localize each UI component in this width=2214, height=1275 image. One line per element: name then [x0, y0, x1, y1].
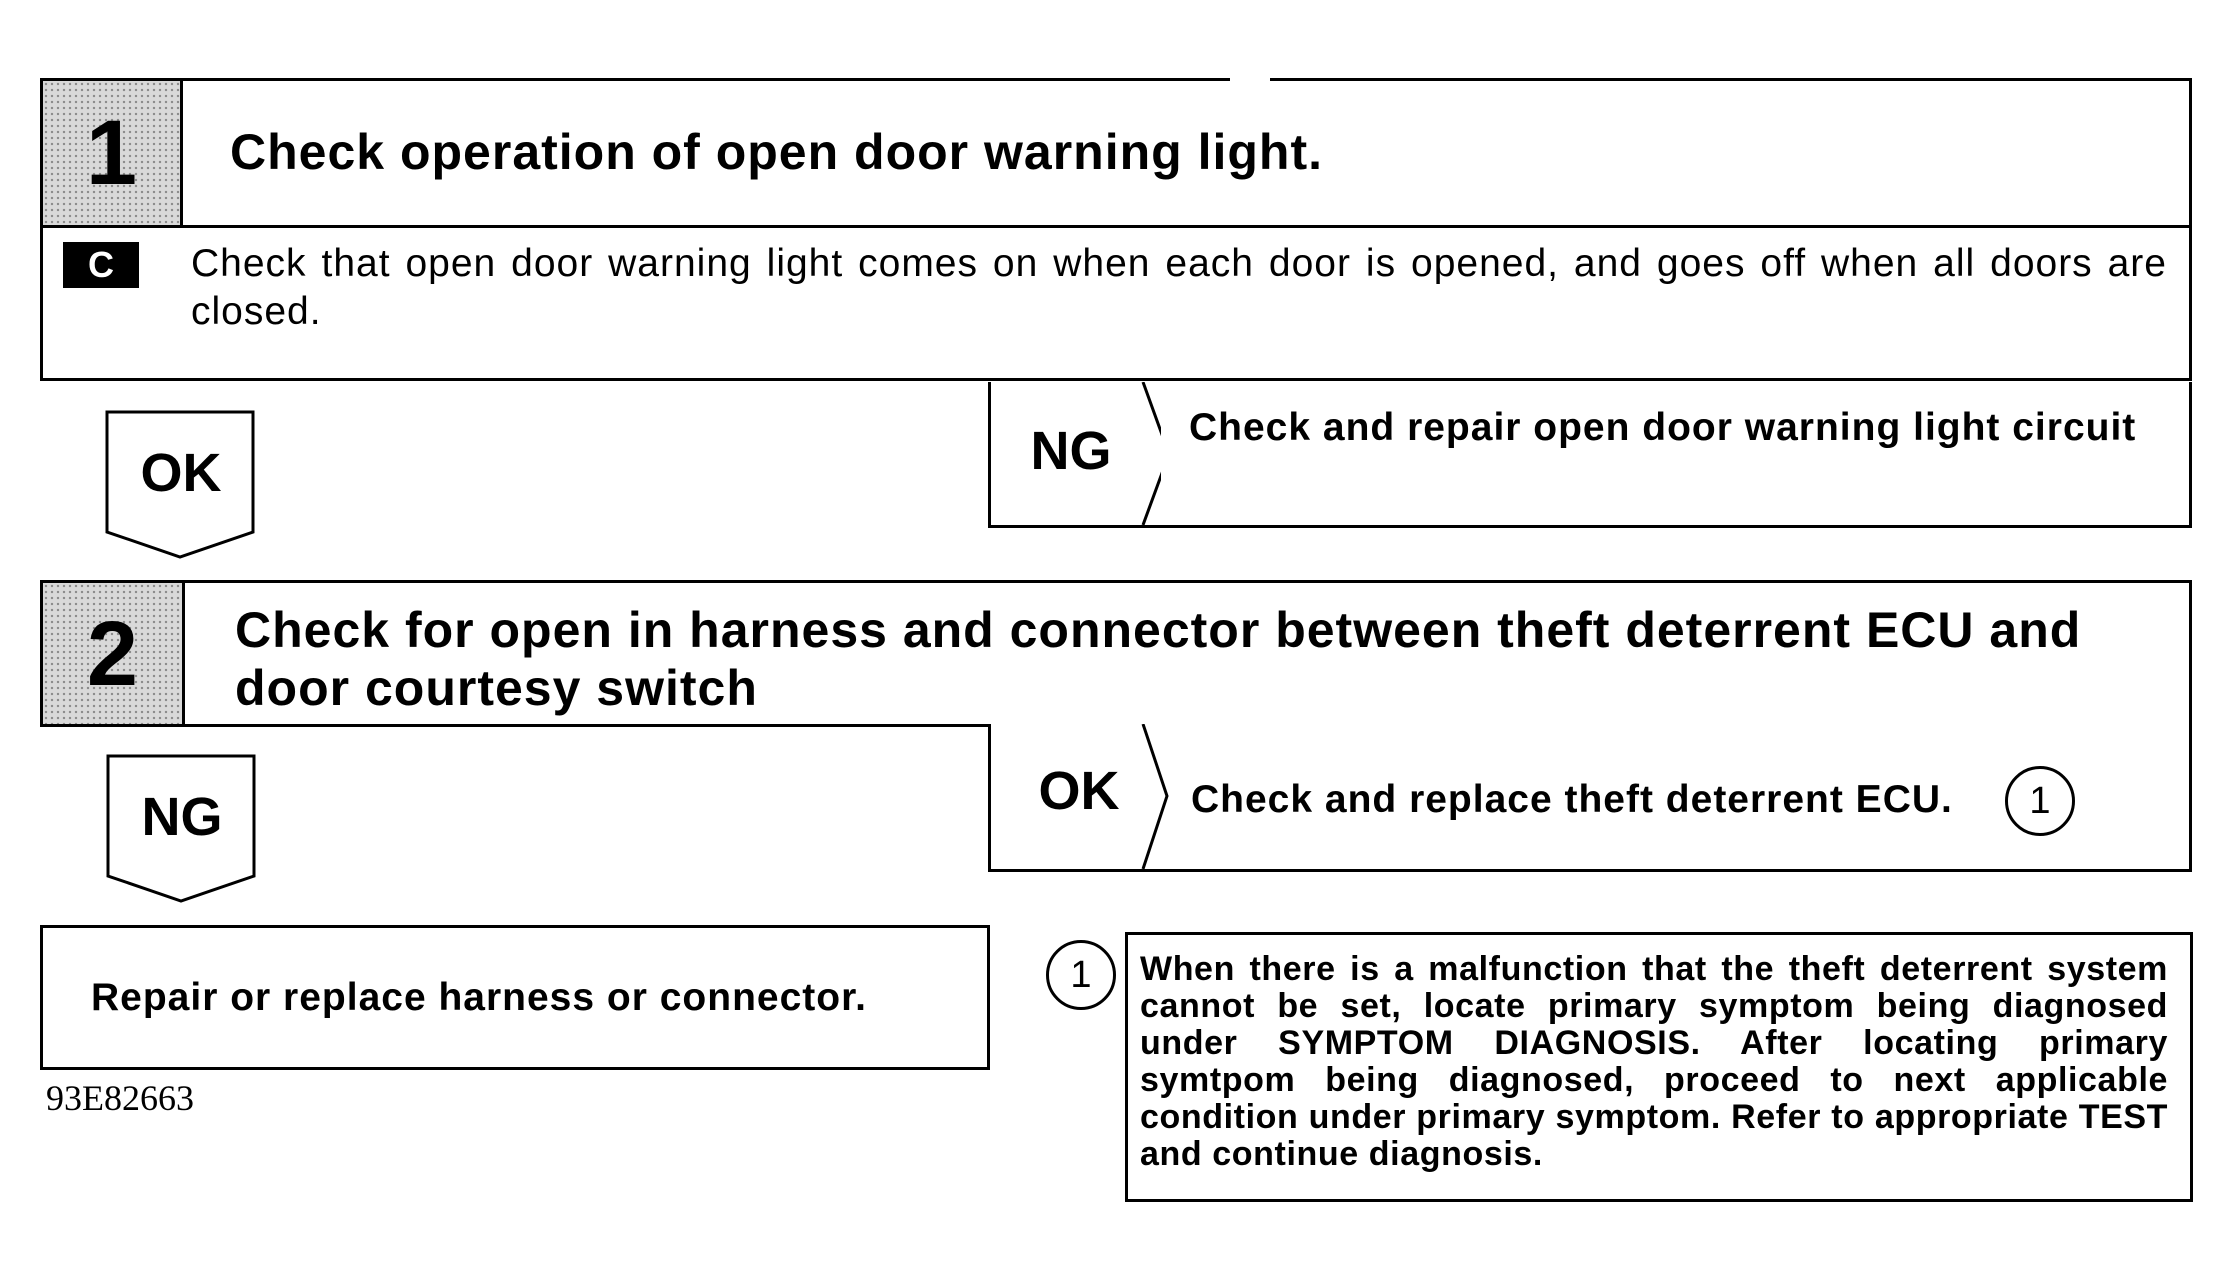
step2-ok-result [988, 724, 2192, 872]
note-box [1125, 932, 2193, 1202]
step1-ok-label: OK [140, 443, 222, 503]
note-ref-marker: 1 [2005, 766, 2075, 836]
step1-header [40, 78, 2192, 228]
step2-number: 2 [43, 583, 185, 724]
step1-number: 1 [43, 81, 183, 225]
step2-ng-action: Repair or replace harness or connector. [91, 976, 867, 1019]
step2-title: Check for open in harness and connector between theft deterrent ECU and door courtesy switch [235, 602, 2082, 716]
note-text: When there is a malfunction that the theft deterrent system cannot be set, locate primary symptom being diagnosed under SYMPTOM DIAGNOSIS. After locating primary symtpom being diagnosed, proceed to next applicable condition under primary symptom. Refer to appropriate TEST and continue diagnosis. [1140, 950, 2168, 1173]
step1-title: Check operation of open door warning light. [230, 124, 1323, 180]
note-number-marker: 1 [1046, 940, 1116, 1010]
step2-ok-label: OK [1038, 761, 1120, 821]
step1-ng-label: NG [1030, 421, 1112, 481]
step1-check-text: Check that open door warning light comes on when each door is opened, and goes off when all doors are closed. [191, 242, 2167, 333]
check-badge: C [63, 242, 139, 288]
step1-check-box [40, 225, 2192, 381]
step2-ng-label: NG [141, 787, 223, 847]
step1-ng-action: Check and repair open door warning light circuit [1189, 406, 2137, 449]
border-gap [1230, 75, 1270, 83]
figure-reference: 93E82663 [46, 1078, 194, 1118]
step2-ok-action: Check and replace theft deterrent ECU. [1191, 778, 1953, 821]
step2-header [40, 580, 2192, 727]
step1-ng-result [988, 382, 2192, 528]
step2-ng-action-box [40, 925, 990, 1070]
